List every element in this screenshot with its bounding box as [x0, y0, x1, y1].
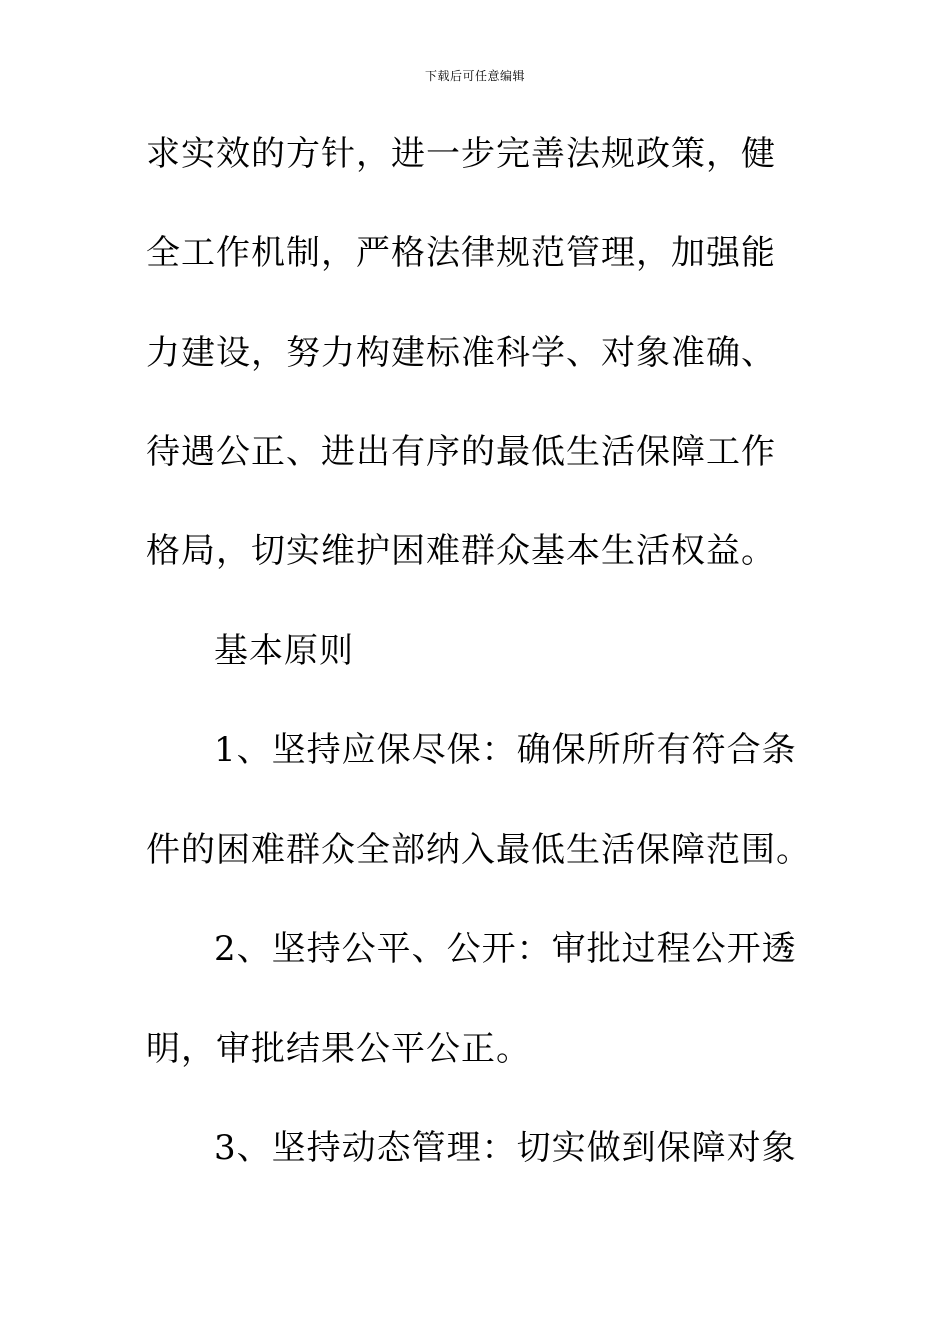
paragraph-line: 待遇公正、进出有序的最低生活保障工作 [146, 432, 776, 472]
paragraph-line: 力建设，努力构建标准科学、对象准确、 [146, 333, 776, 373]
page-header-note: 下载后可任意编辑 [424, 69, 525, 83]
paragraph-line: 全工作机制，严格法律规范管理，加强能 [146, 233, 776, 273]
principle-item-1: 1、坚持应保尽保：确保所所有符合条 [214, 730, 797, 770]
paragraph-line: 明，审批结果公平公正。 [146, 1029, 531, 1069]
paragraph-line: 格局，切实维护困难群众基本生活权益。 [146, 531, 776, 571]
section-heading: 基本原则 [214, 631, 354, 671]
principle-item-3: 3、坚持动态管理：切实做到保障对象 [214, 1128, 797, 1168]
paragraph-line: 件的困难群众全部纳入最低生活保障范围。 [146, 830, 811, 870]
principle-item-2: 2、坚持公平、公开：审批过程公开透 [214, 929, 797, 969]
paragraph-line: 求实效的方针，进一步完善法规政策，健 [146, 134, 776, 174]
